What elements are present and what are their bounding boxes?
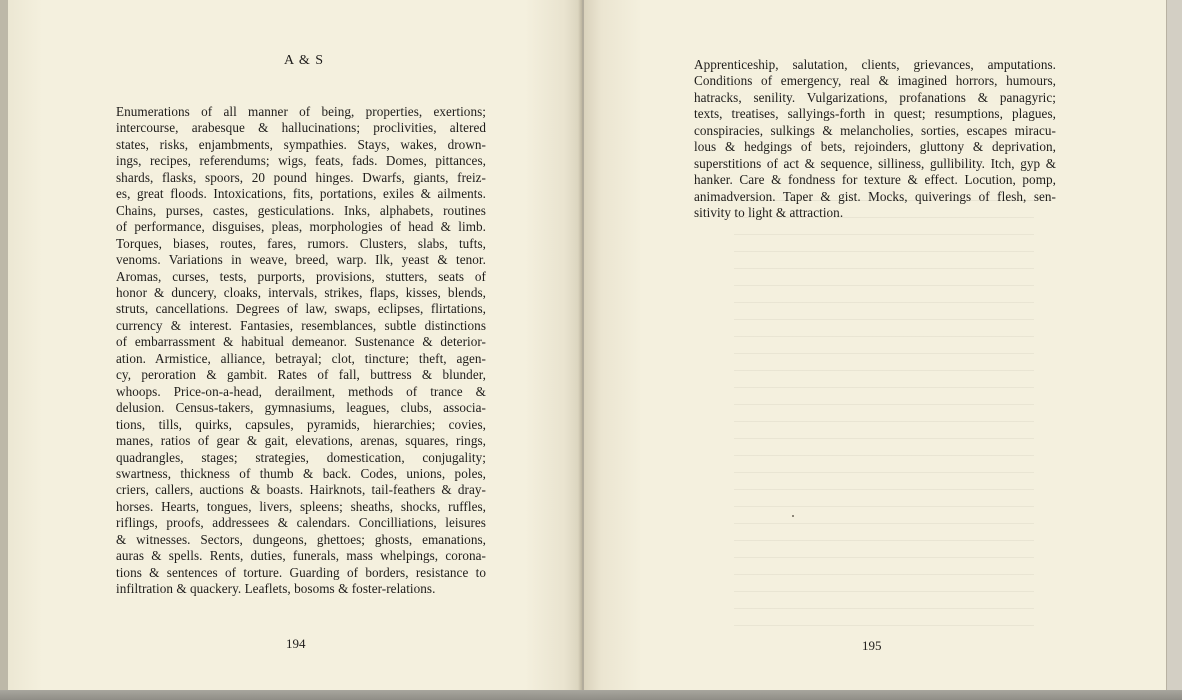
text-line: texts, treatises, sallyings-forth in quest; resumptions, plagues, (694, 106, 1056, 122)
text-line: riflings, proofs, addressees & calendars. Concilliations, leisures (116, 515, 486, 531)
text-line: Aromas, curses, tests, purports, provisions, stutters, seats of (116, 268, 486, 284)
text-line: es, great floods. Intoxications, fits, portations, exiles & ailments. (116, 186, 486, 202)
book-cover-edge (1166, 0, 1182, 700)
text-line: tions & sentences of torture. Guarding of borders, resistance to (116, 564, 486, 580)
text-line: Enumerations of all manner of being, properties, exertions; (116, 104, 486, 119)
paper-speck (792, 515, 794, 517)
text-line: cy, peroration & gambit. Rates of fall, buttress & blunder, (116, 367, 486, 383)
text-line: currency & interest. Fantasies, resemblances, subtle distinctions (116, 317, 486, 333)
right-page (584, 0, 1166, 690)
text-line: auras & spells. Rents, duties, funerals, mass whelpings, corona- (116, 548, 486, 564)
text-line: criers, callers, auctions & boasts. Hairknots, tail-feathers & dray- (116, 482, 486, 498)
text-line: Torques, biases, routes, fares, rumors. Clusters, slabs, tufts, (116, 235, 486, 251)
text-line: of embarrassment & habitual demeanor. Sustenance & deterior- (116, 334, 486, 350)
text-line: of performance, disguises, pleas, morphologies of head & limb. (116, 219, 486, 235)
right-page-number: 195 (862, 638, 882, 653)
text-line: intercourse, arabesque & hallucinations; proclivities, altered (116, 120, 486, 136)
text-line: Apprenticeship, salutation, clients, grievances, amputations. (694, 57, 1056, 72)
text-line: animadversion. Taper & gist. Mocks, quiverings of flesh, sen- (694, 188, 1056, 204)
text-line: shards, flasks, spoors, 20 pound hinges. Dwarfs, giants, freiz- (116, 169, 486, 185)
text-line: sitivity to light & attraction. (694, 205, 844, 221)
text-line: ation. Armistice, alliance, betrayal; clot, tincture; theft, agen- (116, 350, 486, 366)
text-line: ings, recipes, referendums; wigs, feats, fads. Domes, pittances, (116, 153, 486, 169)
show-through-text (734, 190, 1034, 630)
text-line: delusion. Census-takers, gymnasiums, leagues, clubs, associa- (116, 400, 486, 416)
book-left-edge (0, 0, 8, 700)
right-page-paragraph (694, 57, 1056, 222)
left-page-paragraph (116, 104, 486, 598)
text-line: lous & hedgings of bets, rejoinders, gluttony & deprivation, (694, 139, 1056, 155)
section-heading: A & S (283, 53, 324, 68)
left-page-number: 194 (286, 636, 306, 651)
text-line: infiltration & quackery. Leaflets, bosoms & foster-relations. (116, 581, 436, 597)
text-line: states, risks, enjambments, sympathies. Stays, wakes, drown- (116, 136, 486, 152)
text-line: Chains, purses, castes, gesticulations. Inks, alphabets, routines (116, 202, 486, 218)
text-line: whoops. Price-on-a-head, derailment, methods of trance & (116, 383, 486, 399)
text-line: honor & duncery, cloaks, intervals, strikes, flaps, kisses, blends, (116, 284, 486, 300)
text-line: manes, ratios of gear & gait, elevations, arenas, squares, rings, (116, 433, 486, 449)
text-line: quadrangles, stages; strategies, domestication, conjugality; (116, 449, 486, 465)
book-bottom-edge (0, 690, 1182, 700)
text-line: struts, cancellations. Degrees of law, swaps, eclipses, flirtations, (116, 301, 486, 317)
text-line: Conditions of emergency, real & imagined horrors, humours, (694, 73, 1056, 89)
text-line: superstitions of act & sequence, silliness, gullibility. Itch, gyp & (694, 155, 1056, 171)
text-line: swartness, thickness of thumb & back. Codes, unions, poles, (116, 465, 486, 481)
text-line: horses. Hearts, tongues, livers, spleens; sheaths, shocks, ruffles, (116, 498, 486, 514)
left-page (8, 0, 582, 690)
text-line: venoms. Variations in weave, breed, warp. Ilk, yeast & tenor. (116, 252, 486, 268)
text-line: tions, tills, quirks, capsules, pyramids, hierarchies; covies, (116, 416, 486, 432)
text-line: conspiracies, sulkings & melancholies, sorties, escapes miracu- (694, 122, 1056, 138)
text-line: hanker. Care & fondness for texture & effect. Locution, pomp, (694, 172, 1056, 188)
text-line: & witnesses. Sectors, dungeons, ghettoes; ghosts, emanations, (116, 531, 486, 547)
text-line: hatracks, senility. Vulgarizations, profanations & panagyric; (694, 89, 1056, 105)
